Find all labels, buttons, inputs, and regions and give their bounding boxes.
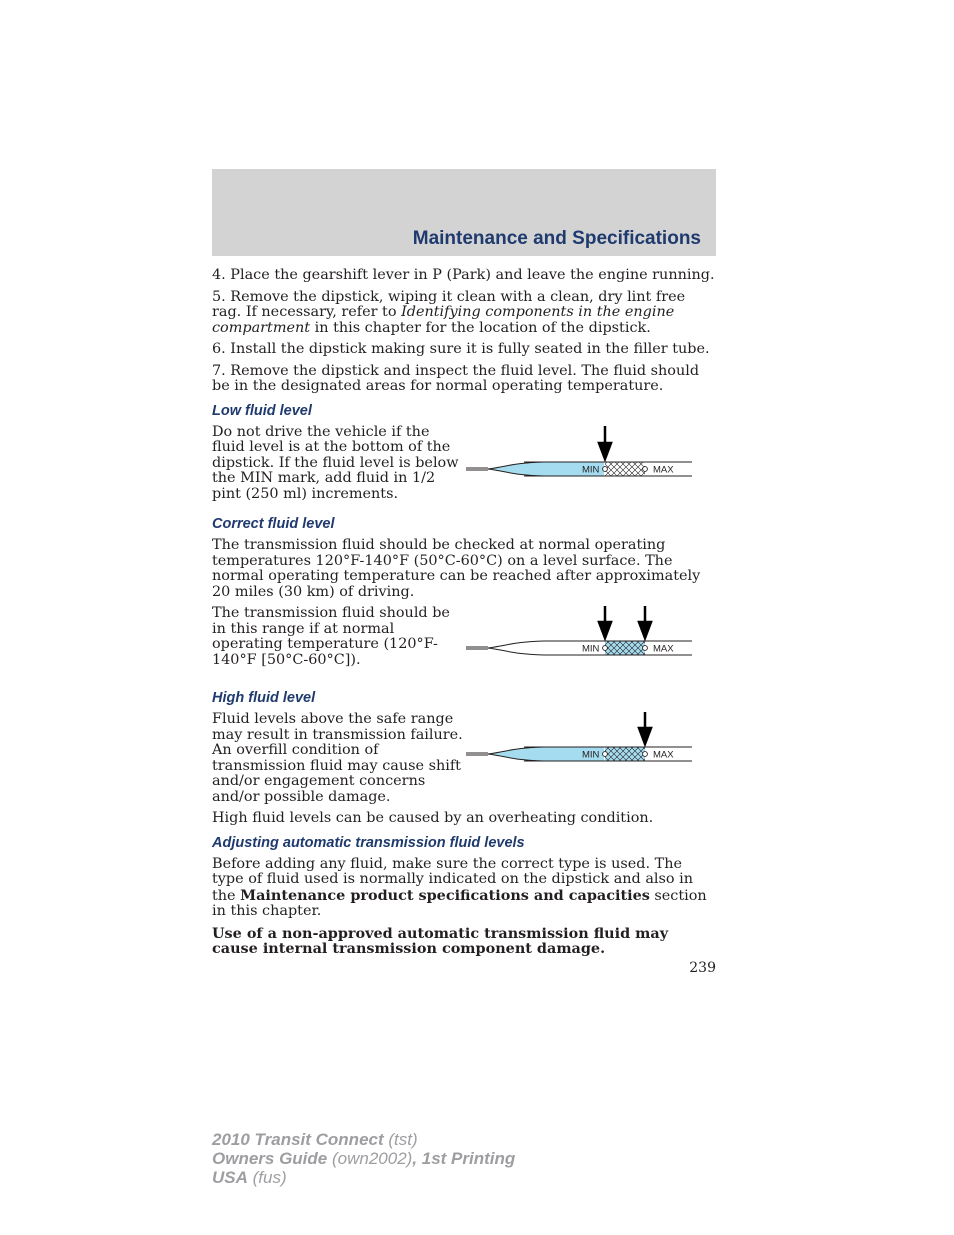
max-mark — [643, 466, 648, 471]
correct-fluid-figure — [464, 606, 718, 676]
footer-line-3: USA (fus) — [212, 1168, 287, 1187]
heading-low-fluid: Low fluid level — [212, 402, 312, 419]
min-label: MIN — [582, 464, 600, 475]
dipstick-low-illustration — [464, 425, 718, 505]
adjusting-text: Before adding any fluid, make sure the correct type is used. The type of fluid used is normally indicated on the dipstick and also in the Maintenance product specifications and capacities section in this chapter. — [212, 855, 707, 919]
footer-line-1: 2010 Transit Connect (tst) — [212, 1130, 418, 1149]
section-title: Maintenance and Specifications — [412, 228, 701, 249]
step-5: 5. Remove the dipstick, wiping it clean with a clean, dry lint free rag. If necessary, refer to Identifying components in the engine compartment in this chapter for the location of the dipstick. — [212, 288, 686, 336]
footer-line-2: Owners Guide (own2002), 1st Printing — [212, 1149, 516, 1168]
dipstick-tip — [466, 641, 544, 655]
max-label: MAX — [653, 643, 674, 655]
page-number: 239 — [689, 960, 716, 976]
arrow-down-icon — [639, 712, 651, 744]
step-4: 4. Place the gearshift lever in P (Park) and leave the engine running. — [212, 267, 715, 283]
high-fluid-figure — [464, 712, 718, 782]
dipstick-high-illustration — [464, 712, 718, 782]
max-mark — [643, 646, 648, 651]
cross-reference: Identifying components in the engine compartment — [212, 304, 675, 336]
heading-correct-fluid: Correct fluid level — [212, 516, 335, 532]
step-6: 6. Install the dipstick making sure it is fully seated in the filler tube. — [212, 341, 710, 357]
low-fluid-row — [212, 425, 718, 509]
high-fluid-text-2: High fluid levels can be caused by an overheating condition. — [212, 810, 654, 826]
fluid-warning: Use of a non-approved automatic transmission fluid may cause internal transmission component damage. — [212, 924, 669, 957]
arrow-down-icon — [599, 606, 611, 638]
header-band — [212, 169, 716, 256]
arrow-down-icon — [599, 426, 611, 459]
arrow-down-icon — [639, 606, 651, 638]
dipstick-correct-illustration — [464, 606, 718, 676]
heading-adjusting-fluid: Adjusting automatic transmission fluid levels — [212, 834, 525, 851]
page-content — [212, 268, 718, 963]
min-label: MIN — [582, 643, 600, 655]
min-mark — [603, 466, 608, 471]
dipstick-hatch — [605, 641, 645, 655]
dipstick-hatch-lines — [605, 747, 645, 761]
low-fluid-figure — [464, 425, 718, 505]
max-mark — [643, 752, 648, 757]
low-fluid-text: Do not drive the vehicle if the fluid level is at the bottom of the dipstick. If the fluid level is below the MIN mark, add fluid in 1/2 pint (250 ml) increments. — [212, 423, 459, 502]
max-label: MAX — [653, 464, 674, 475]
min-mark — [603, 646, 608, 651]
min-label: MIN — [582, 749, 600, 761]
print-footer — [212, 1130, 515, 1187]
min-mark — [603, 752, 608, 757]
cross-reference-bold: Maintenance product specifications and capacities — [240, 886, 650, 904]
high-fluid-text-1: Fluid levels above the safe range may result in transmission failure. An overfill condition of transmission fluid may cause shift and/or engagement concerns and/or possible damage. — [212, 711, 463, 805]
correct-fluid-text-2: The transmission fluid should be in this range if at normal operating temperature (120°F-140°F [50°C-60°C]). — [212, 605, 450, 668]
correct-fluid-row — [212, 606, 718, 676]
heading-high-fluid: High fluid level — [212, 690, 316, 706]
step-7: 7. Remove the dipstick and inspect the fluid level. The fluid should be in the designated areas for normal operating temperature. — [212, 362, 700, 394]
correct-fluid-text-1: The transmission fluid should be checked at normal operating temperatures 120°F-140°F (50°C-60°C) on a level surface. The normal operating temperature can be reached after approximately 20 miles (30 km) of driving. — [212, 537, 701, 600]
high-fluid-row — [212, 712, 718, 811]
max-label: MAX — [653, 749, 674, 761]
dipstick-hatch — [605, 462, 645, 476]
